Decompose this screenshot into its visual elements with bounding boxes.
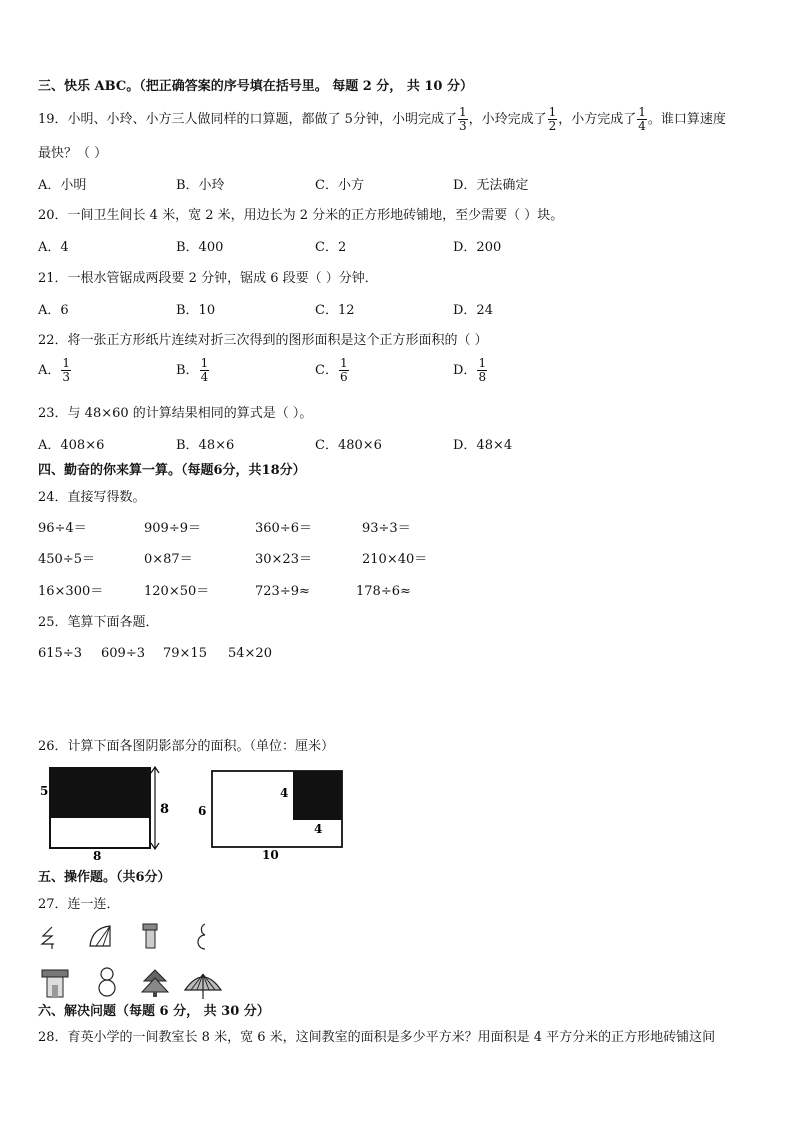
q20-option-d: D．200: [453, 240, 502, 255]
numerator: 1: [548, 105, 557, 119]
q19-fraction-1: [458, 106, 468, 133]
q20-option-c: C．2: [315, 240, 347, 255]
numerator: 1: [62, 356, 71, 370]
numerator: 1: [200, 356, 209, 370]
question-28: 28．育英小学的一间教室长 8 米，宽 6 米，这间教室的面积是多少平方米？用面积是 4 平方分米的正方形地砖铺这间: [38, 1030, 716, 1045]
q25-item: 609÷3: [101, 646, 145, 661]
q19-text-1: 19．小明、小玲、小方三人做同样的口算题，都做了 5分钟，小明完成了: [38, 112, 457, 127]
numerator: 1: [638, 105, 646, 119]
q19-option-d: D．无法确定: [453, 178, 529, 193]
q24-item: 723÷9≈: [255, 584, 310, 599]
option-label: C．: [315, 363, 338, 378]
q19-fraction-2: [548, 106, 558, 133]
q22-fraction-d: [477, 357, 487, 384]
q19-text-3: ，小方完成了: [558, 112, 637, 127]
half-snowman-icon: [193, 922, 207, 950]
section-3-title: 三、快乐 ABC。（把正确答案的序号填在括号里。 每题 2 分， 共 10 分）: [38, 79, 473, 94]
q24-item: 120×50＝: [144, 584, 210, 599]
fig1-label-right: 8: [160, 802, 170, 817]
q21-option-c: C．12: [315, 303, 355, 318]
question-21: 21．一根水管锯成两段要 2 分钟，锯成 6 段要（ ）分钟．: [38, 271, 378, 286]
numerator: 1: [478, 356, 487, 370]
q22-option-c: [315, 357, 350, 384]
q24-item: 178÷6≈: [356, 584, 411, 599]
figure-2-rectangle: [196, 767, 356, 863]
q19-option-c: C．小方: [315, 178, 364, 193]
fig2-label-inner-bottom: 4: [314, 822, 323, 836]
denominator: 3: [62, 370, 71, 384]
denominator: 8: [478, 370, 487, 384]
q19-text-2: ，小玲完成了: [468, 112, 547, 127]
numerator: 1: [458, 105, 467, 119]
q23-option-a: A．408×6: [38, 438, 105, 453]
q21-option-d: D．24: [453, 303, 493, 318]
q22-fraction-a: [61, 357, 71, 384]
q25-item: 54×20: [228, 646, 272, 661]
q22-option-a: [38, 357, 72, 384]
q24-item: 0×87＝: [144, 552, 193, 567]
shaded-square: [293, 771, 342, 820]
q24-item: 30×23＝: [255, 552, 312, 567]
fig1-label-bottom: 8: [93, 849, 102, 863]
denominator: 3: [458, 119, 467, 133]
option-label: B．: [176, 363, 199, 378]
denominator: 4: [638, 119, 646, 133]
denominator: 4: [200, 370, 209, 384]
q21-option-a: A．6: [38, 303, 69, 318]
half-house-icon: [141, 922, 161, 950]
fig2-label-bottom: 10: [262, 848, 279, 862]
section-5-title: 五、操作题。（共6分）: [38, 870, 171, 885]
question-24: 24．直接写得数。: [38, 490, 146, 505]
section-4-title: 四、勤奋的你来算一算。（每题6分，共18分）: [38, 463, 306, 478]
q25-item: 79×15: [163, 646, 207, 661]
tree-icon: [140, 968, 170, 998]
q23-option-b: B．48×6: [176, 438, 235, 453]
q19-option-b: B．小玲: [176, 178, 225, 193]
q24-item: 210×40＝: [362, 552, 428, 567]
fig1-label-left: 5: [40, 784, 49, 798]
q20-option-b: B．400: [176, 240, 224, 255]
q19-option-a: A．小明: [38, 178, 87, 193]
option-label: A．: [38, 363, 61, 378]
section-6-title: 六、解决问题（每题 6 分， 共 30 分）: [38, 1004, 270, 1019]
question-27: 27．连一连．: [38, 897, 120, 912]
q22-option-b: [176, 357, 210, 384]
q22-fraction-c: [339, 357, 349, 384]
question-20: 20．一间卫生间长 4 米，宽 2 米，用边长为 2 分米的正方形地砖铺地，至少需要（ ）块。: [38, 208, 564, 223]
q19-line-2: 最快？（ ）: [38, 146, 108, 161]
q24-item: 450÷5＝: [38, 552, 95, 567]
q20-option-a: A．4: [38, 240, 69, 255]
q24-item: 909÷9＝: [144, 521, 201, 536]
q23-option-d: D．48×4: [453, 438, 513, 453]
house-icon: [40, 967, 70, 999]
q22-option-d: [453, 357, 488, 384]
q19-text-4: 。谁口算速度: [647, 112, 726, 127]
question-26: 26．计算下面各图阴影部分的面积。（单位：厘米）: [38, 739, 335, 754]
question-23: 23．与 48×60 的计算结果相同的算式是（ ）。: [38, 406, 313, 421]
umbrella-icon: [183, 970, 223, 1000]
fig2-label-inner-top: 4: [280, 786, 289, 800]
denominator: 2: [548, 119, 557, 133]
snowman-icon: [96, 966, 118, 998]
question-25: 25．笔算下面各题．: [38, 615, 159, 630]
q24-item: 16×300＝: [38, 584, 104, 599]
q24-item: 360÷6＝: [255, 521, 312, 536]
half-tree-icon: [40, 926, 60, 950]
denominator: 6: [339, 370, 348, 384]
q25-item: 615÷3: [38, 646, 82, 661]
numerator: 1: [339, 356, 348, 370]
option-label: D．: [453, 363, 477, 378]
half-umbrella-icon: [88, 924, 114, 948]
question-22: 22．将一张正方形纸片连续对折三次得到的图形面积是这个正方形面积的（ ）: [38, 333, 488, 348]
q24-item: 96÷4＝: [38, 521, 87, 536]
figure-1-rectangle: [38, 763, 168, 863]
q24-item: 93÷3＝: [362, 521, 411, 536]
q23-option-c: C．480×6: [315, 438, 382, 453]
q22-fraction-b: [200, 357, 210, 384]
q21-option-b: B．10: [176, 303, 216, 318]
fig2-label-left: 6: [198, 804, 207, 818]
q19-fraction-3: [637, 106, 647, 133]
question-19: [38, 106, 726, 133]
shaded-region: [50, 768, 150, 818]
